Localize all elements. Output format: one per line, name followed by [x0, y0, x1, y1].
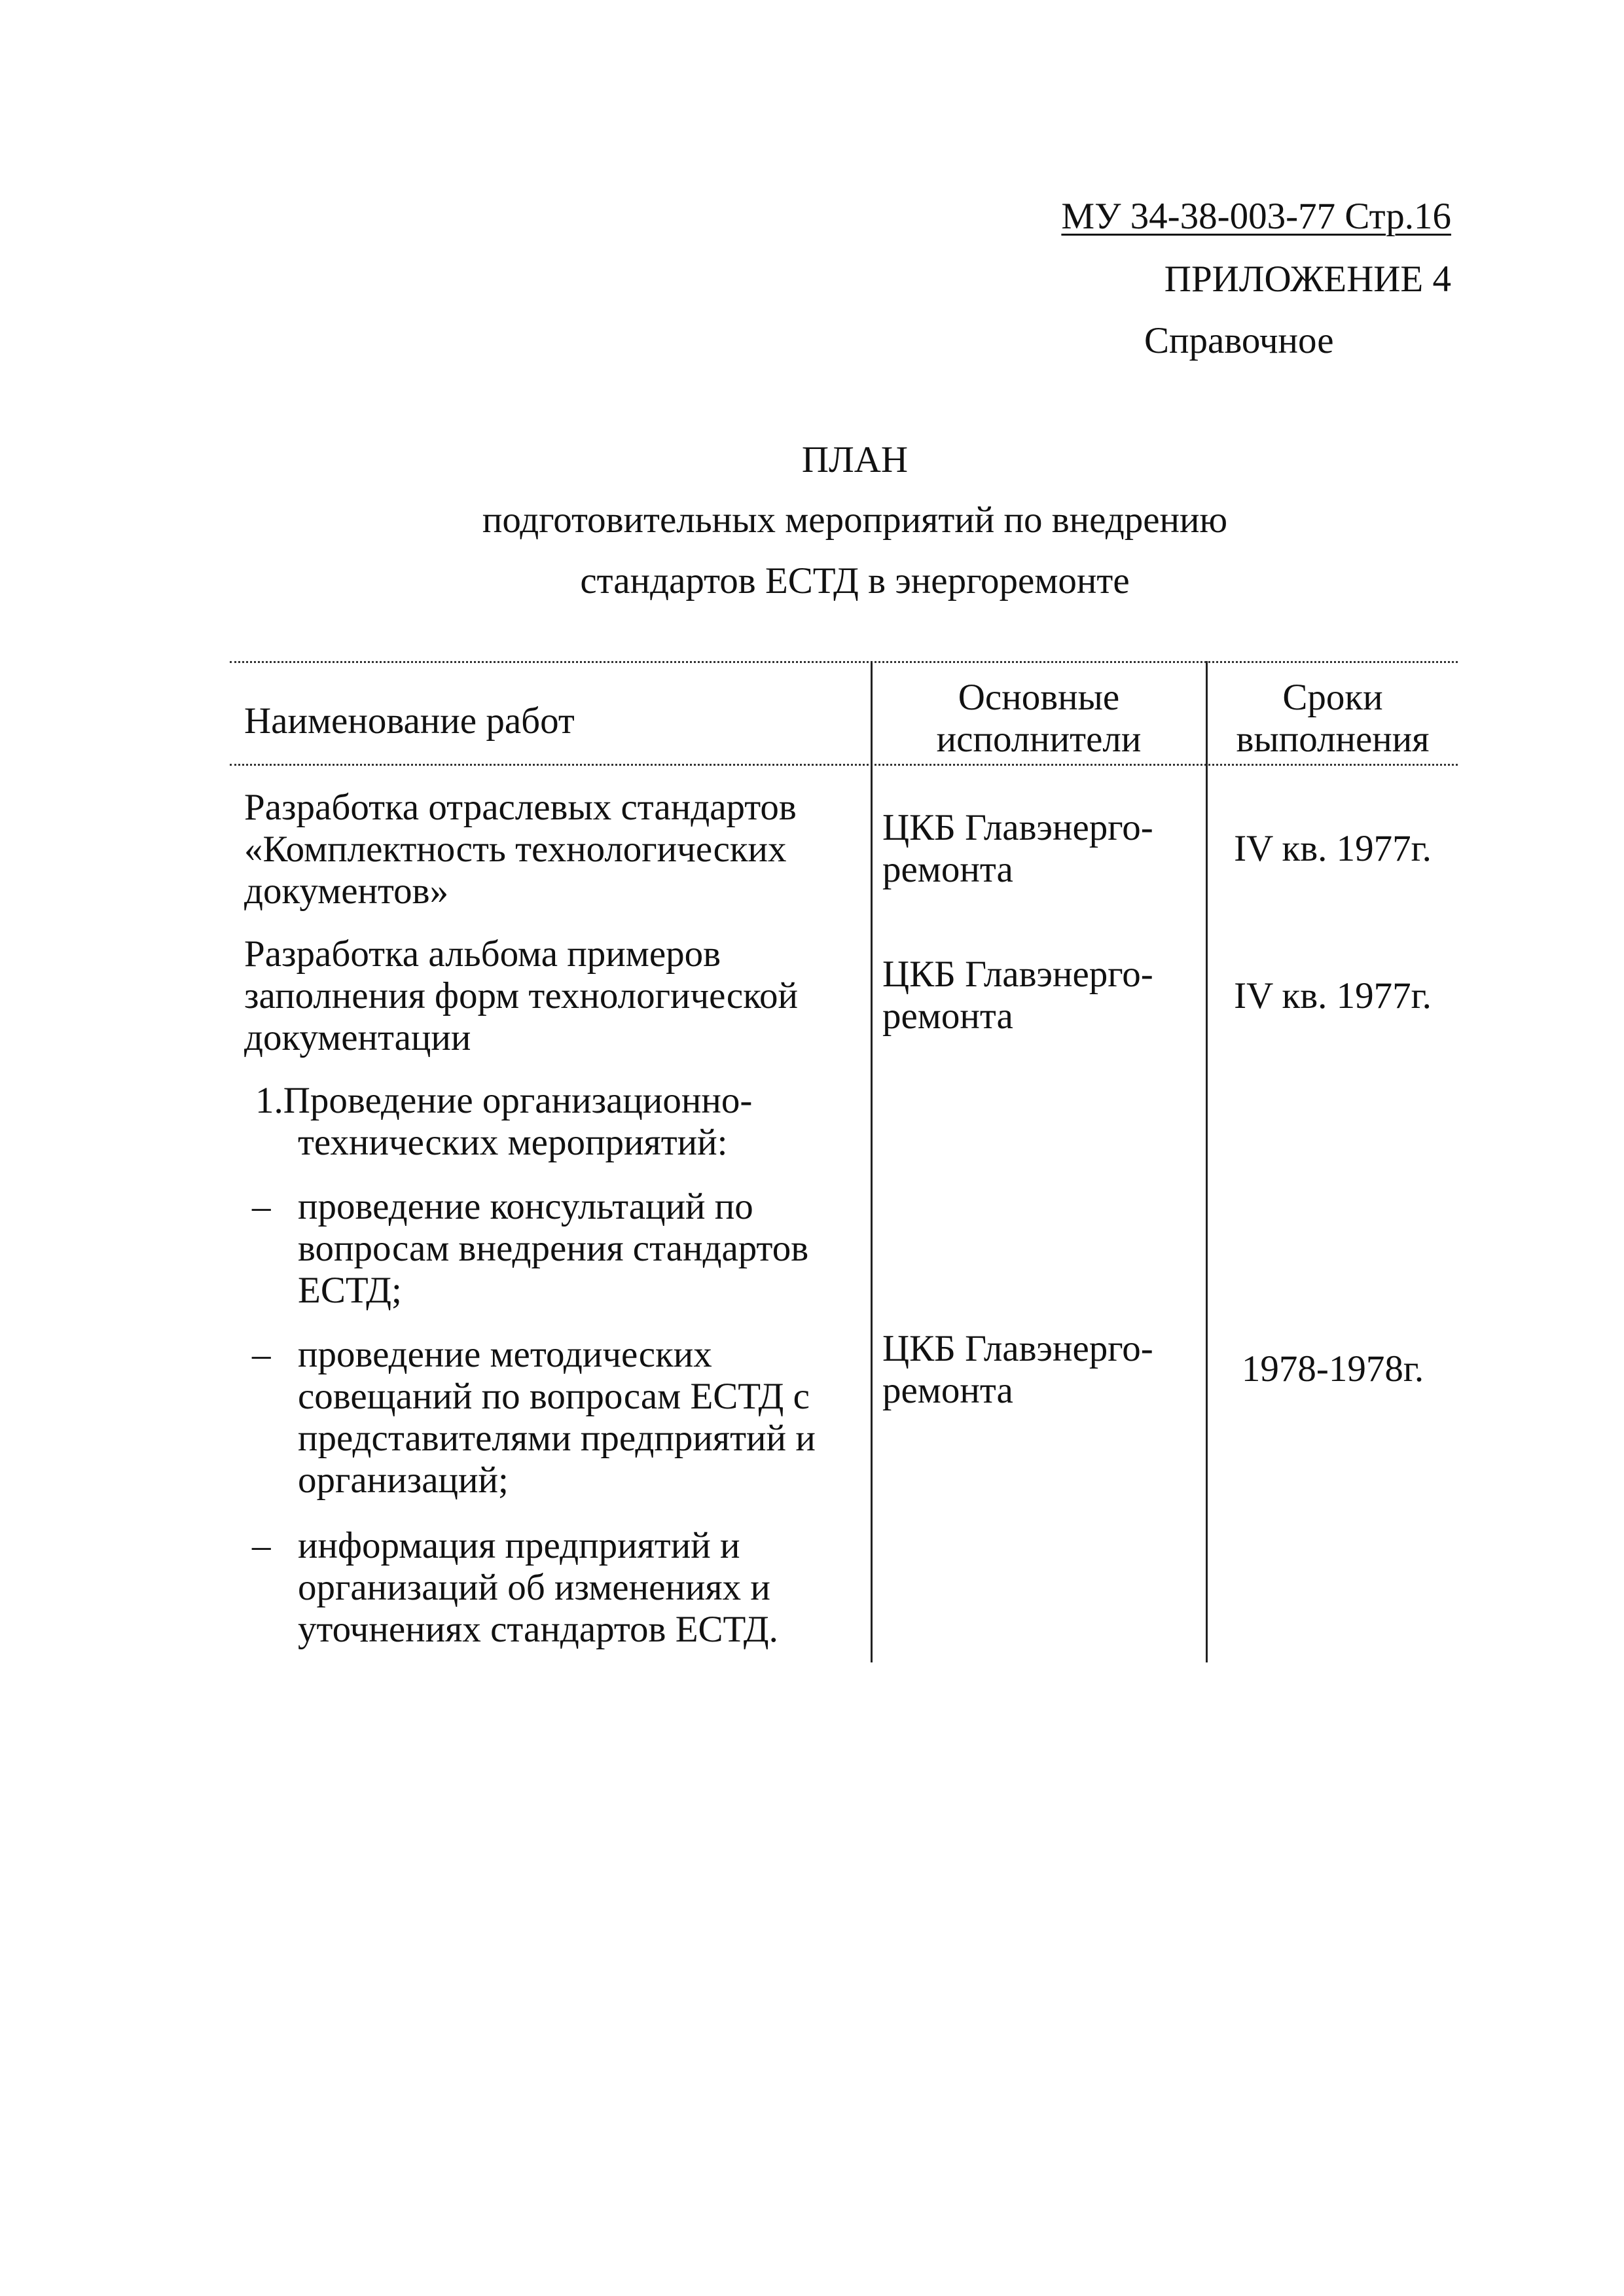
plan-title: ПЛАН [801, 439, 909, 480]
work-heading-line1 [255, 1080, 752, 1122]
work-name: Разработка альбома примеров заполнения форм технологической документации [244, 933, 798, 1058]
executors: ЦКБ Главэнерго-ремонта [882, 1328, 1153, 1411]
work-name: Разработка отраслевых стандартов «Комплектность технологических документов» [244, 787, 797, 912]
appendix-label: ПРИЛОЖЕНИЕ 4 [1164, 259, 1451, 300]
reference-kind: Справочное [1144, 320, 1334, 361]
plan-subtitle-line1: подготовительных мероприятий по внедрению [482, 499, 1228, 541]
work-heading-text: Проведение организационно- [283, 1080, 753, 1121]
column-header-executors: Основные исполнители [936, 677, 1142, 760]
list-item: информация предприятий и организаций об изменениях и уточнениях стандартов ЕСТД. [298, 1525, 778, 1650]
column-header-works: Наименование работ [244, 700, 575, 742]
table-top-rule [230, 661, 1458, 663]
term: 1978-1978г. [1241, 1348, 1424, 1390]
work-heading-number: 1. [255, 1080, 283, 1121]
document-code: МУ 34-38-003-77 Стр.16 [1061, 196, 1451, 237]
column-divider [1206, 661, 1208, 1662]
term: IV кв. 1977г. [1234, 975, 1432, 1016]
list-item: проведение консультаций по вопросам внедрения стандартов ЕСТД; [298, 1186, 809, 1311]
bullet-dash: – [252, 1334, 271, 1375]
table-header-rule [230, 764, 1458, 766]
list-item: проведение методических совещаний по вопросам ЕСТД с представителями предприятий и организаций; [298, 1334, 816, 1501]
bullet-dash: – [252, 1186, 271, 1227]
term: IV кв. 1977г. [1234, 828, 1432, 869]
column-header-terms: Сроки выполнения [1236, 677, 1430, 760]
work-heading-line2: технических мероприятий: [298, 1122, 728, 1163]
column-divider [871, 661, 873, 1662]
executors: ЦКБ Главэнерго-ремонта [882, 807, 1153, 890]
executors: ЦКБ Главэнерго-ремонта [882, 954, 1153, 1037]
bullet-dash: – [252, 1525, 271, 1566]
plan-subtitle-line2: стандартов ЕСТД в энергоремонте [580, 560, 1130, 601]
